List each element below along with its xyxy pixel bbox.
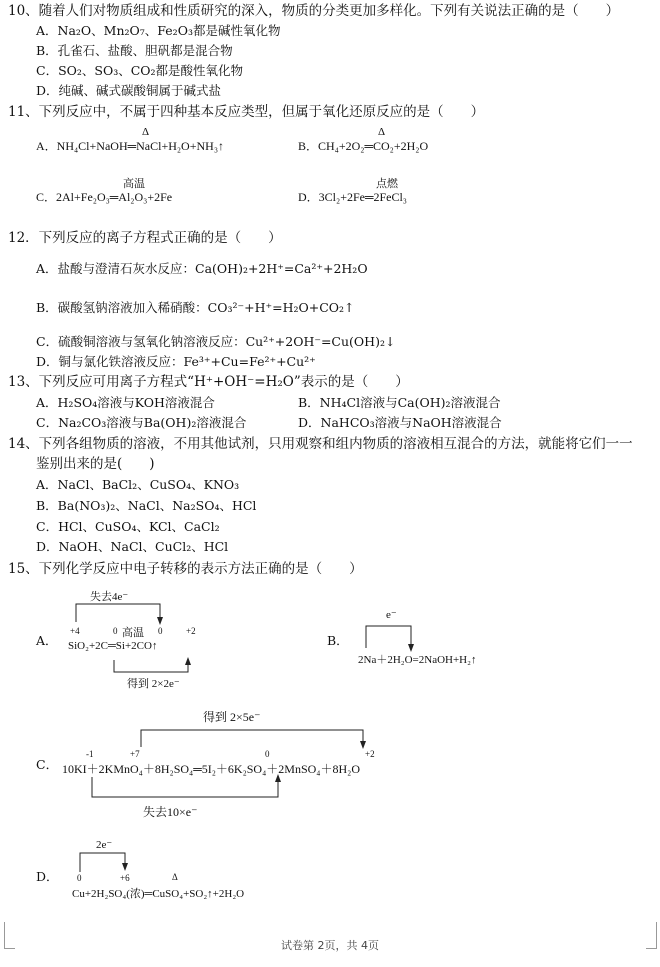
- q14-option-a: A．NaCl、BaCl₂、CuSO₄、KNO₃: [36, 477, 240, 492]
- q15-b-equation: 2Na＋2H₂O=2NaOH+H₂↑: [358, 654, 477, 666]
- q15-d-ox-2: +6: [120, 873, 130, 883]
- page-footer: 试卷第 2页，共 4页: [281, 939, 379, 952]
- q15-a-equation: SiO₂+2C═Si+2CO↑: [68, 640, 158, 652]
- q14-stem-line1: 14、下列各组物质的溶液，不用其他试剂，只用观察和组内物质的溶液相互混合的方法，就能将它们一一: [8, 436, 633, 452]
- q13-option-c: C．Na₂CO₃溶液与Ba(OH)₂溶液混合: [36, 415, 247, 430]
- q11-option-c: C．2Al+Fe₂O₃═Al₂O₃+2Fe: [36, 190, 173, 204]
- q13-stem: 13、下列反应可用离子方程式“H⁺+OH⁻=H₂O”表示的是（ ）: [8, 374, 409, 390]
- q15-a-ox-3: 0: [158, 626, 163, 636]
- q15-c-lost-label: 失去10×e⁻: [143, 805, 198, 819]
- q13-option-a: A．H₂SO₄溶液与KOH溶液混合: [36, 395, 215, 410]
- q10-stem: 10、随着人们对物质组成和性质研究的深入，物质的分类更加多样化。下列有关说法正确的是（ ）: [8, 3, 620, 19]
- q15-a-ox-4: +2: [186, 626, 196, 636]
- q15-c-ox-1: -1: [86, 749, 94, 759]
- q15-c-gained-label: 得到 2×5e⁻: [203, 710, 261, 724]
- q11-d-condition: 点燃: [376, 178, 398, 190]
- q10-option-b: B．孔雀石、盐酸、胆矾都是混合物: [36, 43, 233, 58]
- q15-b-electron-label: e⁻: [386, 609, 397, 621]
- q12-option-c: C．硫酸铜溶液与氢氧化钠溶液反应：Cu²⁺+2OH⁻=Cu(OH)₂↓: [36, 334, 396, 349]
- q15-c-ox-3: 0: [265, 749, 270, 759]
- q11-stem: 11、下列反应中，不属于四种基本反应类型，但属于氧化还原反应的是（ ）: [8, 104, 485, 120]
- q15-c-letter: C．: [36, 757, 59, 772]
- q10-option-d: D．纯碱、碱式碳酸铜属于碱式盐: [36, 83, 222, 98]
- q11-c-condition: 高温: [123, 178, 145, 190]
- q12-option-d: D．铜与氯化铁溶液反应：Fe³⁺+Cu=Fe²⁺+Cu²⁺: [36, 354, 316, 369]
- q13-option-d: D．NaHCO₃溶液与NaOH溶液混合: [298, 415, 502, 430]
- q10-option-c: C．SO₂、SO₃、CO₂都是酸性氧化物: [36, 63, 244, 78]
- q15-a-ox-2: 0: [113, 626, 118, 636]
- q15-c-equation: 10KI＋2KMnO₄＋8H₂SO₄═5I₂＋6K₂SO₄＋2MnSO₄＋8H₂O: [62, 762, 360, 776]
- q14-option-d: D．NaOH、NaCl、CuCl₂、HCl: [36, 539, 229, 554]
- q15-d-electron-label: 2e⁻: [96, 839, 113, 851]
- q13-option-b: B．NH₄Cl溶液与Ca(OH)₂溶液混合: [298, 395, 501, 410]
- q15-d-condition: Δ: [172, 872, 178, 882]
- q14-option-b: B．Ba(NO₃)₂、NaCl、Na₂SO₄、HCl: [36, 498, 257, 513]
- q15-a-gained-label: 得到 2×2e⁻: [127, 678, 180, 690]
- q11-option-b: B．CH₄+2O₂═CO₂+2H₂O: [298, 139, 429, 153]
- q15-a-letter: A．: [36, 633, 58, 648]
- q12-option-a: A．盐酸与澄清石灰水反应：Ca(OH)₂+2H⁺=Ca²⁺+2H₂O: [36, 261, 368, 276]
- q15-c-ox-2: +7: [130, 749, 140, 759]
- q11-b-condition: Δ: [378, 126, 386, 138]
- q15-d-letter: D．: [36, 869, 59, 884]
- q15-c-ox-4: +2: [365, 749, 375, 759]
- q15-b-letter: B．: [327, 633, 349, 648]
- q15-d-equation: Cu+2H₂SO₄(浓)═CuSO₄+SO₂↑+2H₂O: [72, 888, 245, 900]
- q14-stem-line2: 鉴别出来的是( ): [36, 456, 155, 472]
- q11-option-d: D．3Cl₂+2Fe═2FeCl₃: [298, 190, 407, 204]
- q11-option-a: A．NH₄Cl+NaOH═NaCl+H₂O+NH₃↑: [36, 139, 225, 153]
- q12-stem: 12．下列反应的离子方程式正确的是（ ）: [8, 230, 282, 246]
- q10-option-a: A．Na₂O、Mn₂O₇、Fe₂O₃都是碱性氧化物: [36, 23, 281, 38]
- q15-a-condition: 高温: [122, 627, 144, 639]
- q15-stem: 15、下列化学反应中电子转移的表示方法正确的是（ ）: [8, 561, 363, 577]
- q15-a-lost-label: 失去4e⁻: [90, 591, 129, 603]
- q14-option-c: C．HCl、CuSO₄、KCl、CaCl₂: [36, 519, 220, 534]
- q12-option-b: B．碳酸氢钠溶液加入稀硝酸：CO₃²⁻+H⁺=H₂O+CO₂↑: [36, 300, 355, 315]
- q15-d-ox-1: 0: [77, 873, 82, 883]
- q11-a-condition: Δ: [142, 126, 150, 138]
- q15-a-ox-1: +4: [70, 626, 80, 636]
